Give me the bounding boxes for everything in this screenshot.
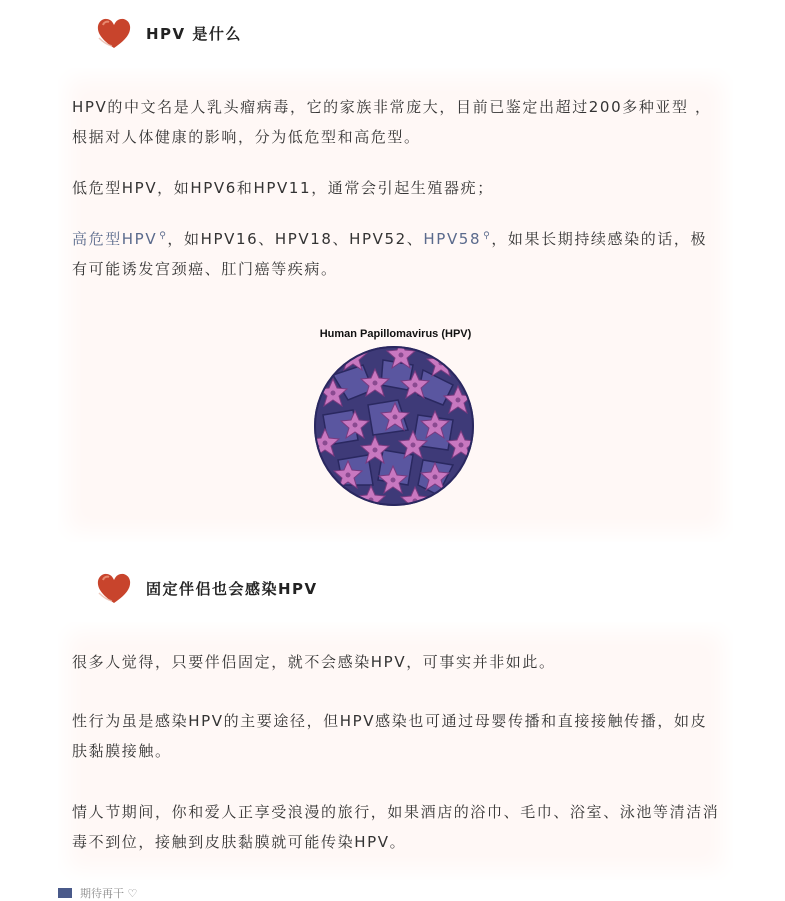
paragraph-text: ，如果长期持续感染的话，极有可能诱发宫颈癌、肛门癌等疾病。 bbox=[72, 230, 708, 278]
paragraph bbox=[72, 221, 722, 284]
paragraph: 情人节期间，你和爱人正享受浪漫的旅行，如果酒店的浴巾、毛巾、浴室、泳池等清洁消毒不到位，接触到皮肤黏膜就可能传染HPV。 bbox=[72, 803, 720, 851]
section-title: 固定伴侣也会感染HPV bbox=[146, 579, 318, 598]
heart-icon bbox=[96, 16, 132, 50]
section-header-hpv bbox=[96, 13, 242, 53]
section-title: HPV 是什么 bbox=[146, 24, 242, 43]
section-header-partner bbox=[96, 568, 318, 608]
link-high-risk-hpv[interactable]: 高危型HPV bbox=[72, 230, 158, 248]
heart-icon bbox=[96, 571, 132, 605]
figure-title: Human Papillomavirus (HPV) bbox=[319, 328, 472, 340]
content-card-partner bbox=[58, 622, 733, 880]
paragraph: 低危型HPV，如HPV6和HPV11，通常会引起生殖器疣； bbox=[72, 179, 494, 197]
paragraph: HPV的中文名是人乳头瘤病毒，它的家族非常庞大，目前已鉴定出超过200多种亚型 ， 根据对人体健康的影响，分为低危型和高危型。 bbox=[72, 98, 712, 146]
search-icon[interactable]: ⚲ bbox=[159, 231, 168, 241]
paragraph-text: ，如HPV16、HPV18、HPV52、 bbox=[167, 230, 424, 248]
link-hpv58[interactable]: HPV58 bbox=[423, 230, 482, 248]
paragraph: 性行为虽是感染HPV的主要途径，但HPV感染也可通过母婴传播和直接接触传播，如皮肤黏膜接触。 bbox=[72, 712, 708, 760]
footer-bar bbox=[58, 885, 137, 901]
footer-text: 期待再干 ♡ bbox=[80, 887, 138, 900]
hpv-virus-illustration bbox=[313, 345, 475, 507]
content-card-hpv bbox=[58, 68, 733, 542]
paragraph: 很多人觉得，只要伴侣固定，就不会感染HPV，可事实并非如此。 bbox=[72, 653, 556, 671]
search-icon[interactable]: ⚲ bbox=[483, 231, 492, 241]
